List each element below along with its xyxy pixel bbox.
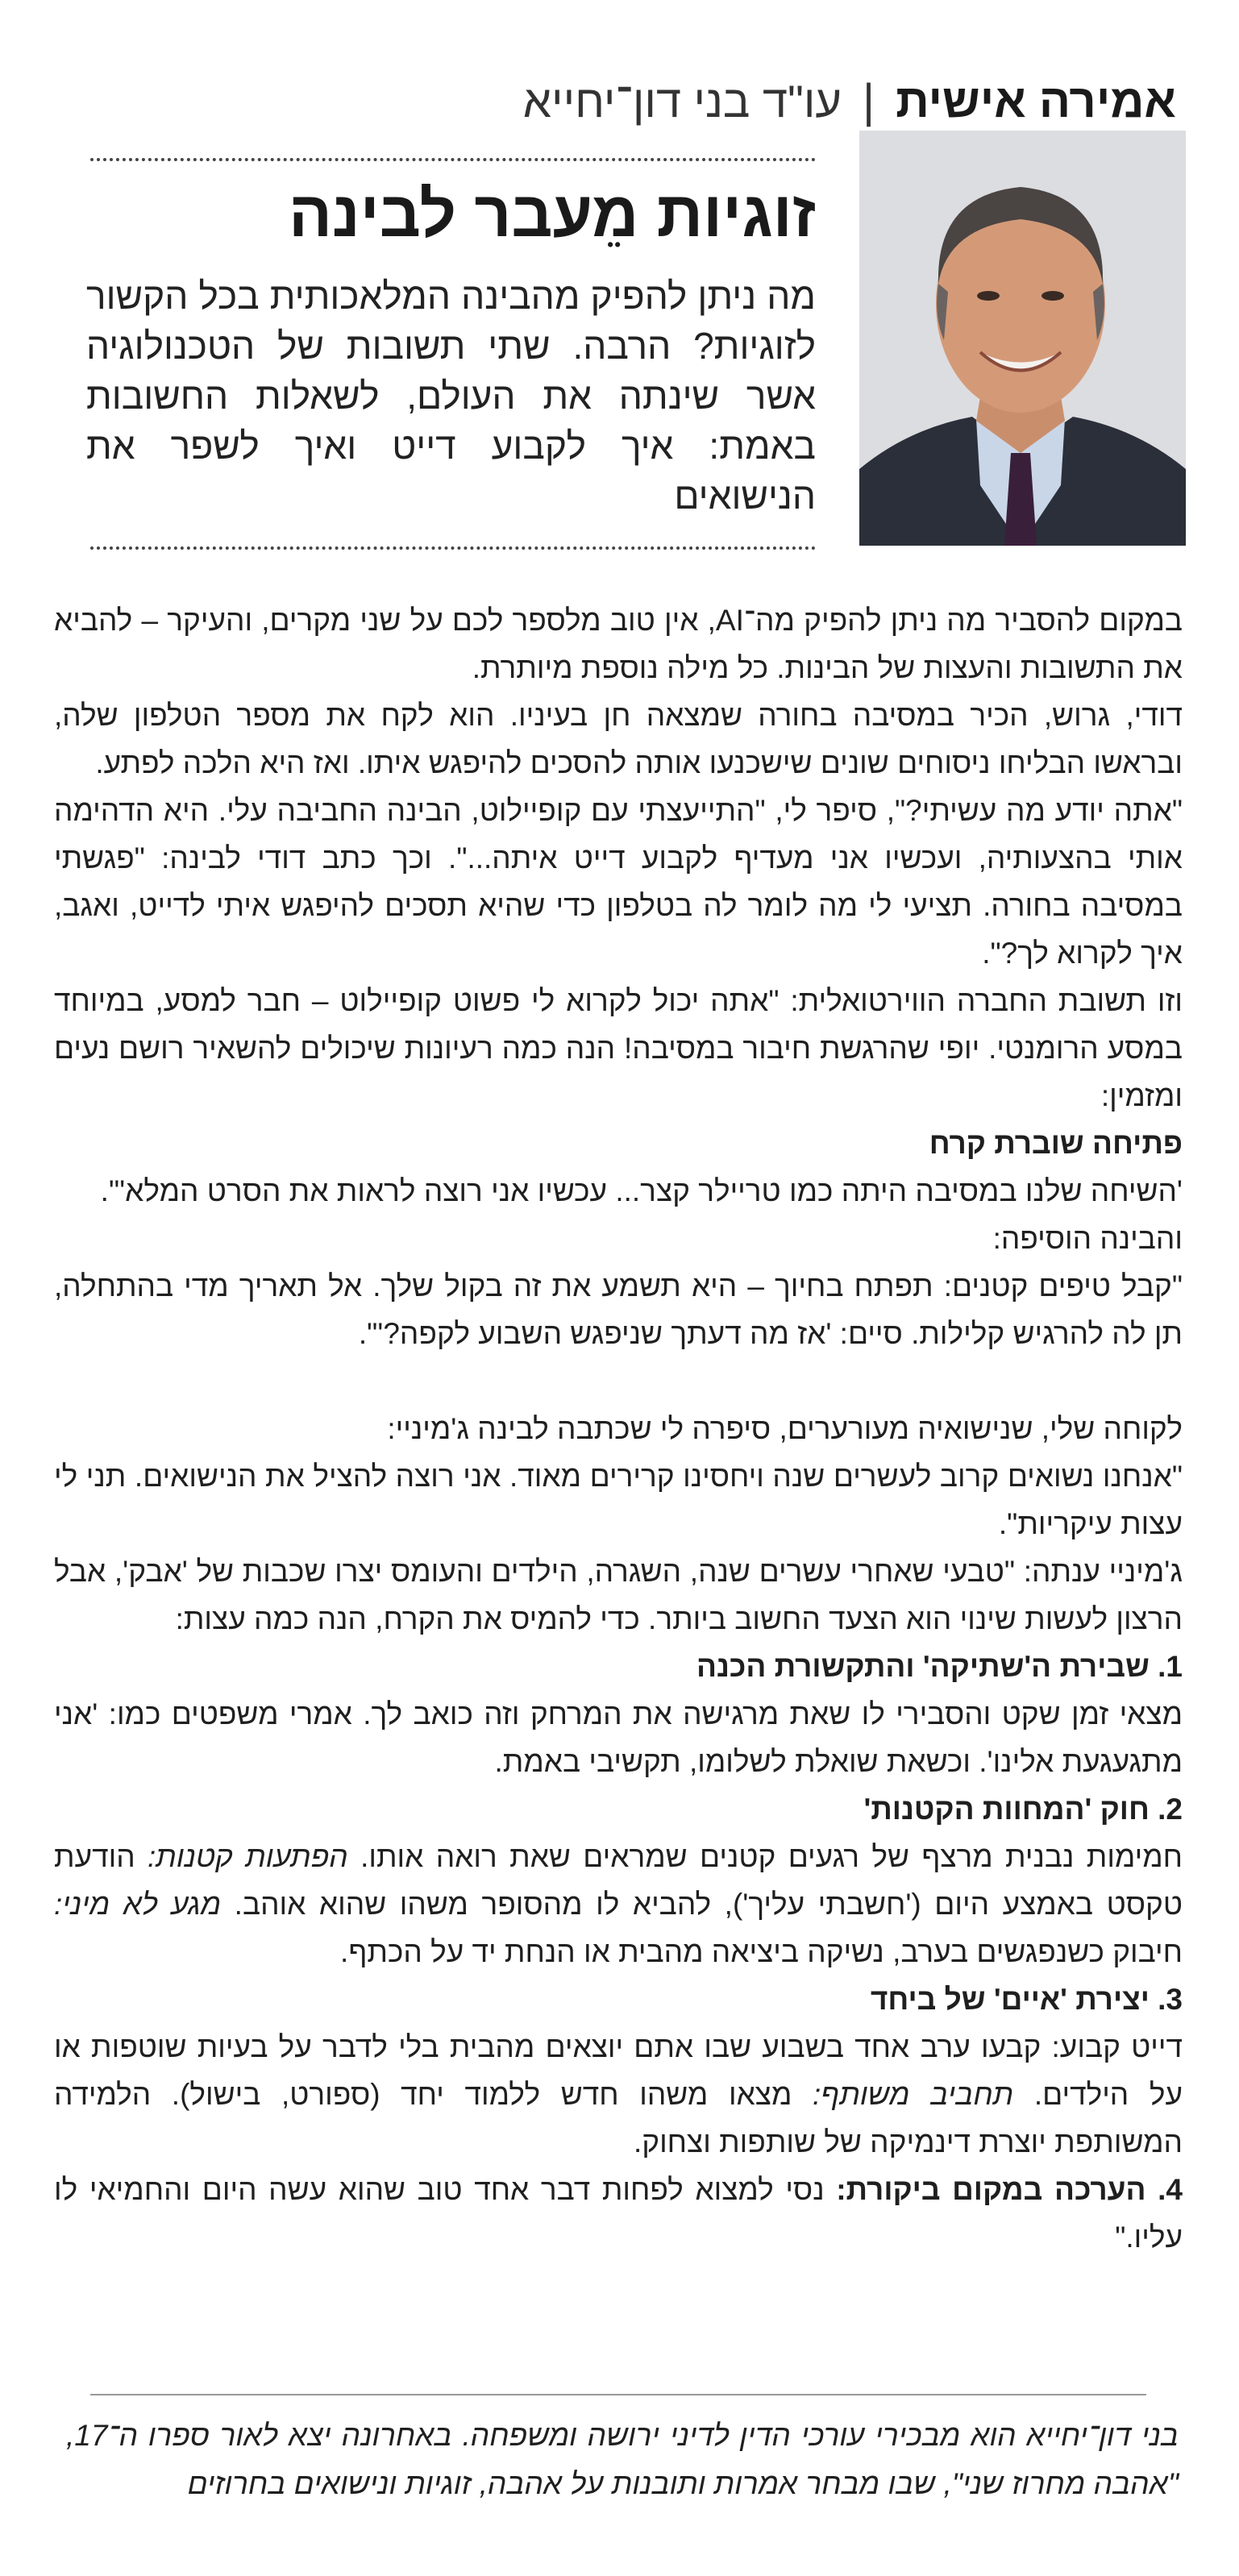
text-run: חמימות נבנית מרצף של רגעים קטנים שמראים שאת רואה אותו. [347,1840,1183,1873]
body-paragraph [54,2166,1183,2261]
tip-heading: 3. יצירת 'איים' של ביחד [870,1983,1183,2016]
footer-divider [90,2394,1146,2395]
body-paragraph [54,1833,1183,1976]
body-paragraph: "אנחנו נשואים קרוב לעשרים שנה ויחסינו קרירים מאוד. אני רוצה להציל את הנישואים. תני לי עצות עיקריות". [54,1460,1183,1540]
article-title: זוגיות מֵעבר לבינה [289,178,816,250]
article-intro: מה ניתן להפיק מהבינה המלאכותית בכל הקשור לזוגיות? הרבה. שתי תשובות של הטכנולוגיה אשר שינתה את העולם, לשאלות החשובות באמת: איך לקבוע דייט ואיך לשפר את הנישואים [86,275,816,517]
author-bio: בני דון־יחייא הוא מבכירי עורכי הדין לדיני ירושה ומשפחה. באחרונה יצא לאור ספרו ה־17, "אהבה מחרוז שני", שבו מבחר אמרות ותובנות על אהבה, זוגיות ונישואים בחרוזים [66,2419,1179,2500]
italic-run: מגע לא מיני: [54,1888,222,1921]
text-run: חיבוק כשנפגשים בערב, נשיקה ביציאה מהבית או הנחת יד על הכתף. [340,1935,1183,1968]
italic-run: הפתעות קטנות: [148,1840,348,1873]
author-portrait-icon [859,131,1186,546]
body-paragraph: "אתה יודע מה עשיתי?", סיפר לי, "התייעצתי עם קופיילוט, הבינה החביבה עלי. היא הדהימה אותי בהצעותיה, ועכשיו אני מעדיף לקבוע דייט איתה...". וכך כתב דודי לבינה: "פגשתי במסיבה בחורה. תציעי לי מה לומר לה בטלפון כדי שהיא תסכים להיפגש איתי לדייט, ואגב, איך לקרוא לך?". [54,794,1183,970]
body-paragraph: ג'מיניי ענתה: "טבעי שאחרי עשרים שנה, השגרה, הילדים והעומס יצרו שכבות של 'אבק', אבל הרצון לעשות שינוי הוא הצעד החשוב ביותר. כדי להמיס את הקרח, הנה כמה עצות: [54,1555,1183,1635]
tip-heading: 1. שבירת ה'שתיקה' והתקשורת הכנה [696,1650,1183,1683]
body-paragraph: דודי, גרוש, הכיר במסיבה בחורה שמצאה חן בעיניו. הוא לקח את מספר הטלפון שלה, ובראשו הבליחו ניסוחים שונים שישכנעו אותה להסכים להיפגש איתו. ואז היא הלכה לפתע. [54,699,1183,779]
body-paragraph: מצאי זמן שקט והסבירי לו שאת מרגישה את המרחק וזה כואב לך. אמרי משפטים כמו: 'אני מתגעגעת אלינו'. וכשאת שואלת לשלומו, תקשיבי באמת. [54,1697,1183,1778]
section-heading: פתיחה שוברת קרח [929,1127,1183,1160]
italic-run: תחביב משותף: [813,2078,1014,2111]
body-paragraph: לקוחה שלי, שנישואיה מעורערים, סיפרה לי שכתבה לבינה ג'מיניי: [387,1412,1183,1445]
bold-run: 4. הערכה במקום ביקורת: [836,2173,1183,2206]
body-paragraph: והבינה הוסיפה: [992,1222,1183,1255]
text-run: נסי למצוא לפחות דבר אחד טוב שהוא עשה היום והחמיאי לו עליו." [54,2173,1183,2254]
text-run: מצאו משהו חדש ללמוד יחד (ספורט, בישול). הלמידה המשותפת יוצרת דינמיקה של שותפות וצחוק. [54,2078,1183,2158]
body-paragraph: במקום להסביר מה ניתן להפיק מה־AI, אין טוב מלספר לכם על שני מקרים, והעיקר – להביא את התשובות והעצות של הבינות. כל מילה נוספת מיותרת. [54,604,1183,684]
header-separator: | [863,74,875,127]
body-paragraph [54,2023,1183,2166]
body-paragraph: וזו תשובת החברה הווירטואלית: "אתה יכול לקרוא לי פשוט קופיילוט – חבר למסע, במיוחד במסע הרומנטי. יופי שהרגשת חיבור במסיבה! הנה כמה רעיונות שיכולים להשאיר רושם נעים ומזמין: [54,984,1183,1112]
dotted-divider-top [90,158,816,161]
body-paragraph: "קבל טיפים קטנים: תפתח בחיוך – היא תשמע את זה בקול שלך. אל תאריך מדי בהתחלה, תן לה להרגיש קלילות. סיים: 'אז מה דעתך שניפגש השבוע לקפה?'". [54,1269,1183,1350]
column-header [48,64,1176,137]
body-paragraph: 'השיחה שלנו במסיבה היתה כמו טריילר קצר... עכשיו אני רוצה לראות את הסרט המלא'". [100,1174,1183,1207]
dotted-divider-bottom [90,546,816,550]
author-photo [859,131,1186,546]
tip-heading: 2. חוק 'המחוות הקטנות' [863,1793,1183,1826]
article-body [54,596,1183,2261]
column-name: אמירה אישית [896,74,1176,127]
author-name: עו"ד בני דון־יחייא [522,75,842,127]
text-run: הודעת טקסט באמצע היום ('חשבתי עליך'), להביא לו מהסופר משהו שהוא אוהב. [54,1840,1183,1921]
text-run: דייט קבוע: קבעו ערב אחד בשבוע שבו אתם יוצאים מהבית בלי לדבר על בעיות שוטפות או על הילדים. [54,2030,1183,2111]
